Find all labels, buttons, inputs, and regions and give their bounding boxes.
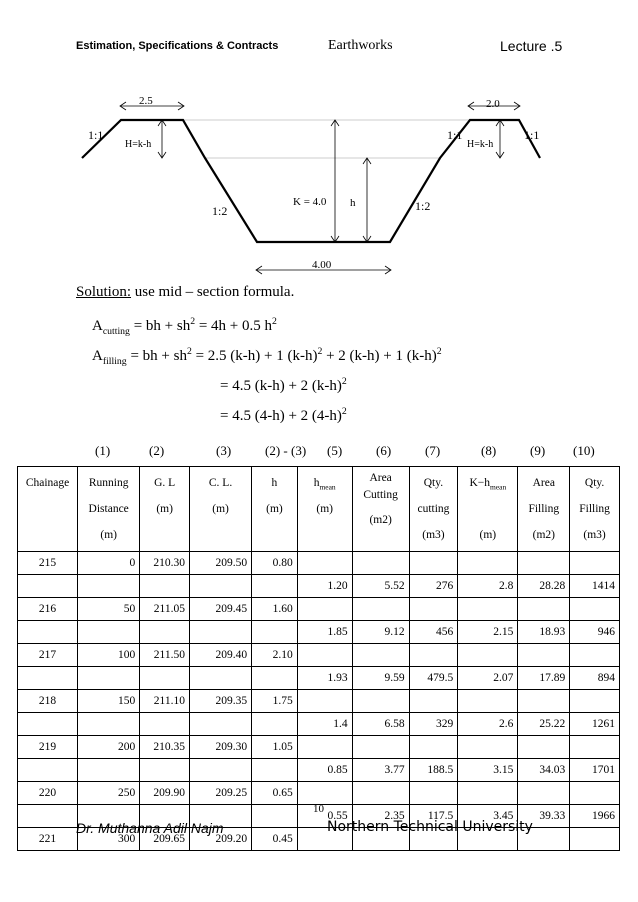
table-cell: 0.85 <box>297 759 352 782</box>
table-cell <box>570 598 620 621</box>
th-chainage: Chainage <box>18 467 78 552</box>
header-left: Estimation, Specifications & Contracts <box>76 40 279 52</box>
th-qty-cutting: Qty. cutting (m3) <box>409 467 458 552</box>
table-cell: 215 <box>18 552 78 575</box>
table-cell <box>252 759 298 782</box>
table-cell: 300 <box>78 828 140 851</box>
table-cell <box>458 598 518 621</box>
th-qty-filling: Qty. Filling (m3) <box>570 467 620 552</box>
table-cell: 0 <box>78 552 140 575</box>
table-cell <box>189 575 251 598</box>
table-cell: 1.05 <box>252 736 298 759</box>
col-num-9: (9) <box>530 443 546 458</box>
table-cell: 0.45 <box>252 828 298 851</box>
table-cell: 210.35 <box>140 736 190 759</box>
solution-label: Solution: <box>76 284 132 300</box>
table-cell: 1966 <box>570 805 620 828</box>
table-row <box>18 552 620 575</box>
table-cell: 220 <box>18 782 78 805</box>
col-num-10: (10) <box>573 443 595 458</box>
formula-cutting: $A_{cutting}$ = bh + $sh^2 = 4h + 0.5$ $h^2$ <box>92 316 277 337</box>
table-cell: 1.60 <box>252 598 298 621</box>
col-num-1: (1) <box>95 443 111 458</box>
table-cell: 2.8 <box>458 575 518 598</box>
table-cell: 221 <box>18 828 78 851</box>
table-cell <box>518 736 570 759</box>
table-row <box>18 713 620 736</box>
table-cell: 211.05 <box>140 598 190 621</box>
th-ground-level: G. L (m) <box>140 467 190 552</box>
table-cell: 2.07 <box>458 667 518 690</box>
table-cell <box>352 690 409 713</box>
table-cell: 209.40 <box>189 644 251 667</box>
table-cell <box>409 644 458 667</box>
footer-right: Northern Technical University <box>327 819 533 835</box>
table-cell <box>297 690 352 713</box>
table-cell: 34.03 <box>518 759 570 782</box>
col-num-8: (8) <box>481 443 497 458</box>
table-cell <box>140 713 190 736</box>
th-h: h (m) <box>252 467 298 552</box>
table-cell <box>252 805 298 828</box>
slope-right-outer: 1:1 <box>524 128 540 142</box>
table-row <box>18 759 620 782</box>
table-cell <box>18 713 78 736</box>
th-area-filling: Area Filling (m2) <box>518 467 570 552</box>
table-cell <box>189 759 251 782</box>
th-h-mean: $h_{mean}$ (m) <box>297 467 352 552</box>
col-num-2: (2) <box>149 443 165 458</box>
table-cell: 3.15 <box>458 759 518 782</box>
table-row <box>18 690 620 713</box>
table-cell: 50 <box>78 598 140 621</box>
slope-right-cut: 1:2 <box>415 199 431 213</box>
table-cell: 39.33 <box>518 805 570 828</box>
table-cell <box>140 575 190 598</box>
table-cell <box>189 667 251 690</box>
table-cell <box>18 759 78 782</box>
table-cell: 25.22 <box>518 713 570 736</box>
col-num-4: (2) - (3) <box>265 443 307 458</box>
table-cell <box>518 552 570 575</box>
table-cell: 217 <box>18 644 78 667</box>
table-cell <box>518 690 570 713</box>
table-cell <box>297 598 352 621</box>
table-cell: 28.28 <box>518 575 570 598</box>
table-cell <box>570 828 620 851</box>
th-k-minus-h-mean: $K-h_{mean}$ (m) <box>458 467 518 552</box>
table-cell: 2.10 <box>252 644 298 667</box>
table-cell <box>78 667 140 690</box>
table-cell: 1.85 <box>297 621 352 644</box>
table-cell <box>352 782 409 805</box>
table-header-row <box>18 467 620 552</box>
page-number: 10 <box>313 803 324 815</box>
column-numbers <box>0 443 638 461</box>
table-cell: 479.5 <box>409 667 458 690</box>
table-cell <box>570 782 620 805</box>
th-running-distance: Running Distance (m) <box>78 467 140 552</box>
table-cell <box>458 690 518 713</box>
table-cell: 2.6 <box>458 713 518 736</box>
table-cell: 211.10 <box>140 690 190 713</box>
table-cell: 1.93 <box>297 667 352 690</box>
table-cell <box>140 667 190 690</box>
table-cell <box>252 575 298 598</box>
table-cell <box>458 552 518 575</box>
table-cell: 2.15 <box>458 621 518 644</box>
table-row <box>18 667 620 690</box>
table-cell <box>409 782 458 805</box>
table-cell: 946 <box>570 621 620 644</box>
table-cell <box>140 759 190 782</box>
table-row <box>18 598 620 621</box>
table-cell <box>18 667 78 690</box>
table-cell: 5.52 <box>352 575 409 598</box>
table-cell: 17.89 <box>518 667 570 690</box>
table-cell: 188.5 <box>409 759 458 782</box>
earthwork-table <box>17 466 620 851</box>
table-cell: 329 <box>409 713 458 736</box>
table-cell: 209.20 <box>189 828 251 851</box>
slope-left-cut: 1:2 <box>212 204 228 218</box>
table-cell: 1.20 <box>297 575 352 598</box>
col-num-5: (5) <box>327 443 343 458</box>
table-cell: 894 <box>570 667 620 690</box>
table-cell <box>297 552 352 575</box>
table-cell: 1701 <box>570 759 620 782</box>
table-cell <box>252 713 298 736</box>
slope-left-outer: 1:1 <box>88 128 104 142</box>
solution-text: use mid – section formula. <box>131 284 295 300</box>
table-cell: 9.12 <box>352 621 409 644</box>
formula-filling-line3: = 4.5 (k-h) + 2 $(k-h)^2$ <box>220 376 347 394</box>
table-cell: 18.93 <box>518 621 570 644</box>
table-cell: 9.59 <box>352 667 409 690</box>
table-cell <box>409 598 458 621</box>
table-cell: 6.58 <box>352 713 409 736</box>
footer-left: Dr. Muthanna Adil Najm <box>76 820 224 836</box>
table-cell: 209.90 <box>140 782 190 805</box>
table-cell: 3.77 <box>352 759 409 782</box>
col-num-7: (7) <box>425 443 441 458</box>
table-cell <box>18 575 78 598</box>
table-cell: 216 <box>18 598 78 621</box>
bottom-width-label: 4.00 <box>312 259 332 271</box>
table-cell <box>252 621 298 644</box>
table-cell <box>570 552 620 575</box>
table-cell: 250 <box>78 782 140 805</box>
h-mark-label: h <box>350 197 356 209</box>
table-cell: 276 <box>409 575 458 598</box>
header-right: Lecture .5 <box>500 38 563 54</box>
table-row <box>18 621 620 644</box>
table-cell: 209.35 <box>189 690 251 713</box>
table-cell <box>458 782 518 805</box>
table-cell: 1.75 <box>252 690 298 713</box>
table-cell <box>458 736 518 759</box>
table-cell: 1414 <box>570 575 620 598</box>
table-cell <box>458 644 518 667</box>
table-cell: 200 <box>78 736 140 759</box>
table-cell <box>518 644 570 667</box>
table-cell <box>297 736 352 759</box>
table-cell <box>140 621 190 644</box>
table-row <box>18 736 620 759</box>
slope-right-inner: 1:1 <box>447 128 463 142</box>
table-cell <box>570 736 620 759</box>
table-cell: 150 <box>78 690 140 713</box>
table-cell <box>352 644 409 667</box>
solution-line <box>76 284 294 301</box>
table-cell <box>518 782 570 805</box>
table-cell <box>570 690 620 713</box>
table-row <box>18 575 620 598</box>
table-cell <box>78 713 140 736</box>
col-num-3: (3) <box>216 443 232 458</box>
th-area-cutting: Area Cutting (m2) <box>352 467 409 552</box>
table-cell: 209.25 <box>189 782 251 805</box>
table-cell <box>409 736 458 759</box>
table-cell <box>78 621 140 644</box>
table-cell: 218 <box>18 690 78 713</box>
table-cell: 1261 <box>570 713 620 736</box>
table-cell: 0.65 <box>252 782 298 805</box>
table-cell: 456 <box>409 621 458 644</box>
top-left-width-label: 2.5 <box>139 95 153 107</box>
top-right-width-label: 2.0 <box>486 98 500 110</box>
col-num-6: (6) <box>376 443 392 458</box>
table-cell <box>297 644 352 667</box>
table-cell: 209.50 <box>189 552 251 575</box>
table-cell <box>18 805 78 828</box>
table-cell: 0.80 <box>252 552 298 575</box>
table-cell: 117.5 <box>409 805 458 828</box>
table-cell <box>352 736 409 759</box>
h-left-label: H=k-h <box>125 139 152 150</box>
table-cell <box>570 644 620 667</box>
table-cell <box>409 690 458 713</box>
table-cell <box>518 598 570 621</box>
table-cell: 209.45 <box>189 598 251 621</box>
formula-filling-line4: = 4.5 (4-h) + 2 $(4-h)^2$ <box>220 406 347 424</box>
table-cell: 100 <box>78 644 140 667</box>
table-cell: 0.55 <box>297 805 352 828</box>
table-cell <box>409 552 458 575</box>
table-cell: 211.50 <box>140 644 190 667</box>
table-row <box>18 782 620 805</box>
h-right-label: H=k-h <box>467 139 494 150</box>
cross-section-diagram <box>0 0 638 290</box>
table-cell: 3.45 <box>458 805 518 828</box>
th-construction-level: C. L. (m) <box>189 467 251 552</box>
table-cell <box>297 782 352 805</box>
table-cell <box>352 598 409 621</box>
table-cell <box>189 621 251 644</box>
table-cell: 210.30 <box>140 552 190 575</box>
formula-filling: $A_{filling}$ = bh + $sh^2 = 2.5$ (k-h) + 1 $(k-h)^2 + 2$ (k-h) + 1 $(k-h)^2$ <box>92 346 442 367</box>
table-cell <box>189 713 251 736</box>
table-cell <box>78 759 140 782</box>
table-cell: 2.35 <box>352 805 409 828</box>
k-depth-label: K = 4.0 <box>293 196 327 208</box>
table-cell: 209.65 <box>140 828 190 851</box>
table-cell: 209.30 <box>189 736 251 759</box>
header-center: Earthworks <box>328 38 393 53</box>
table-cell: 1.4 <box>297 713 352 736</box>
table-cell <box>78 575 140 598</box>
table-cell: 219 <box>18 736 78 759</box>
table-cell <box>352 552 409 575</box>
table-row <box>18 644 620 667</box>
table-cell <box>18 621 78 644</box>
table-cell <box>252 667 298 690</box>
